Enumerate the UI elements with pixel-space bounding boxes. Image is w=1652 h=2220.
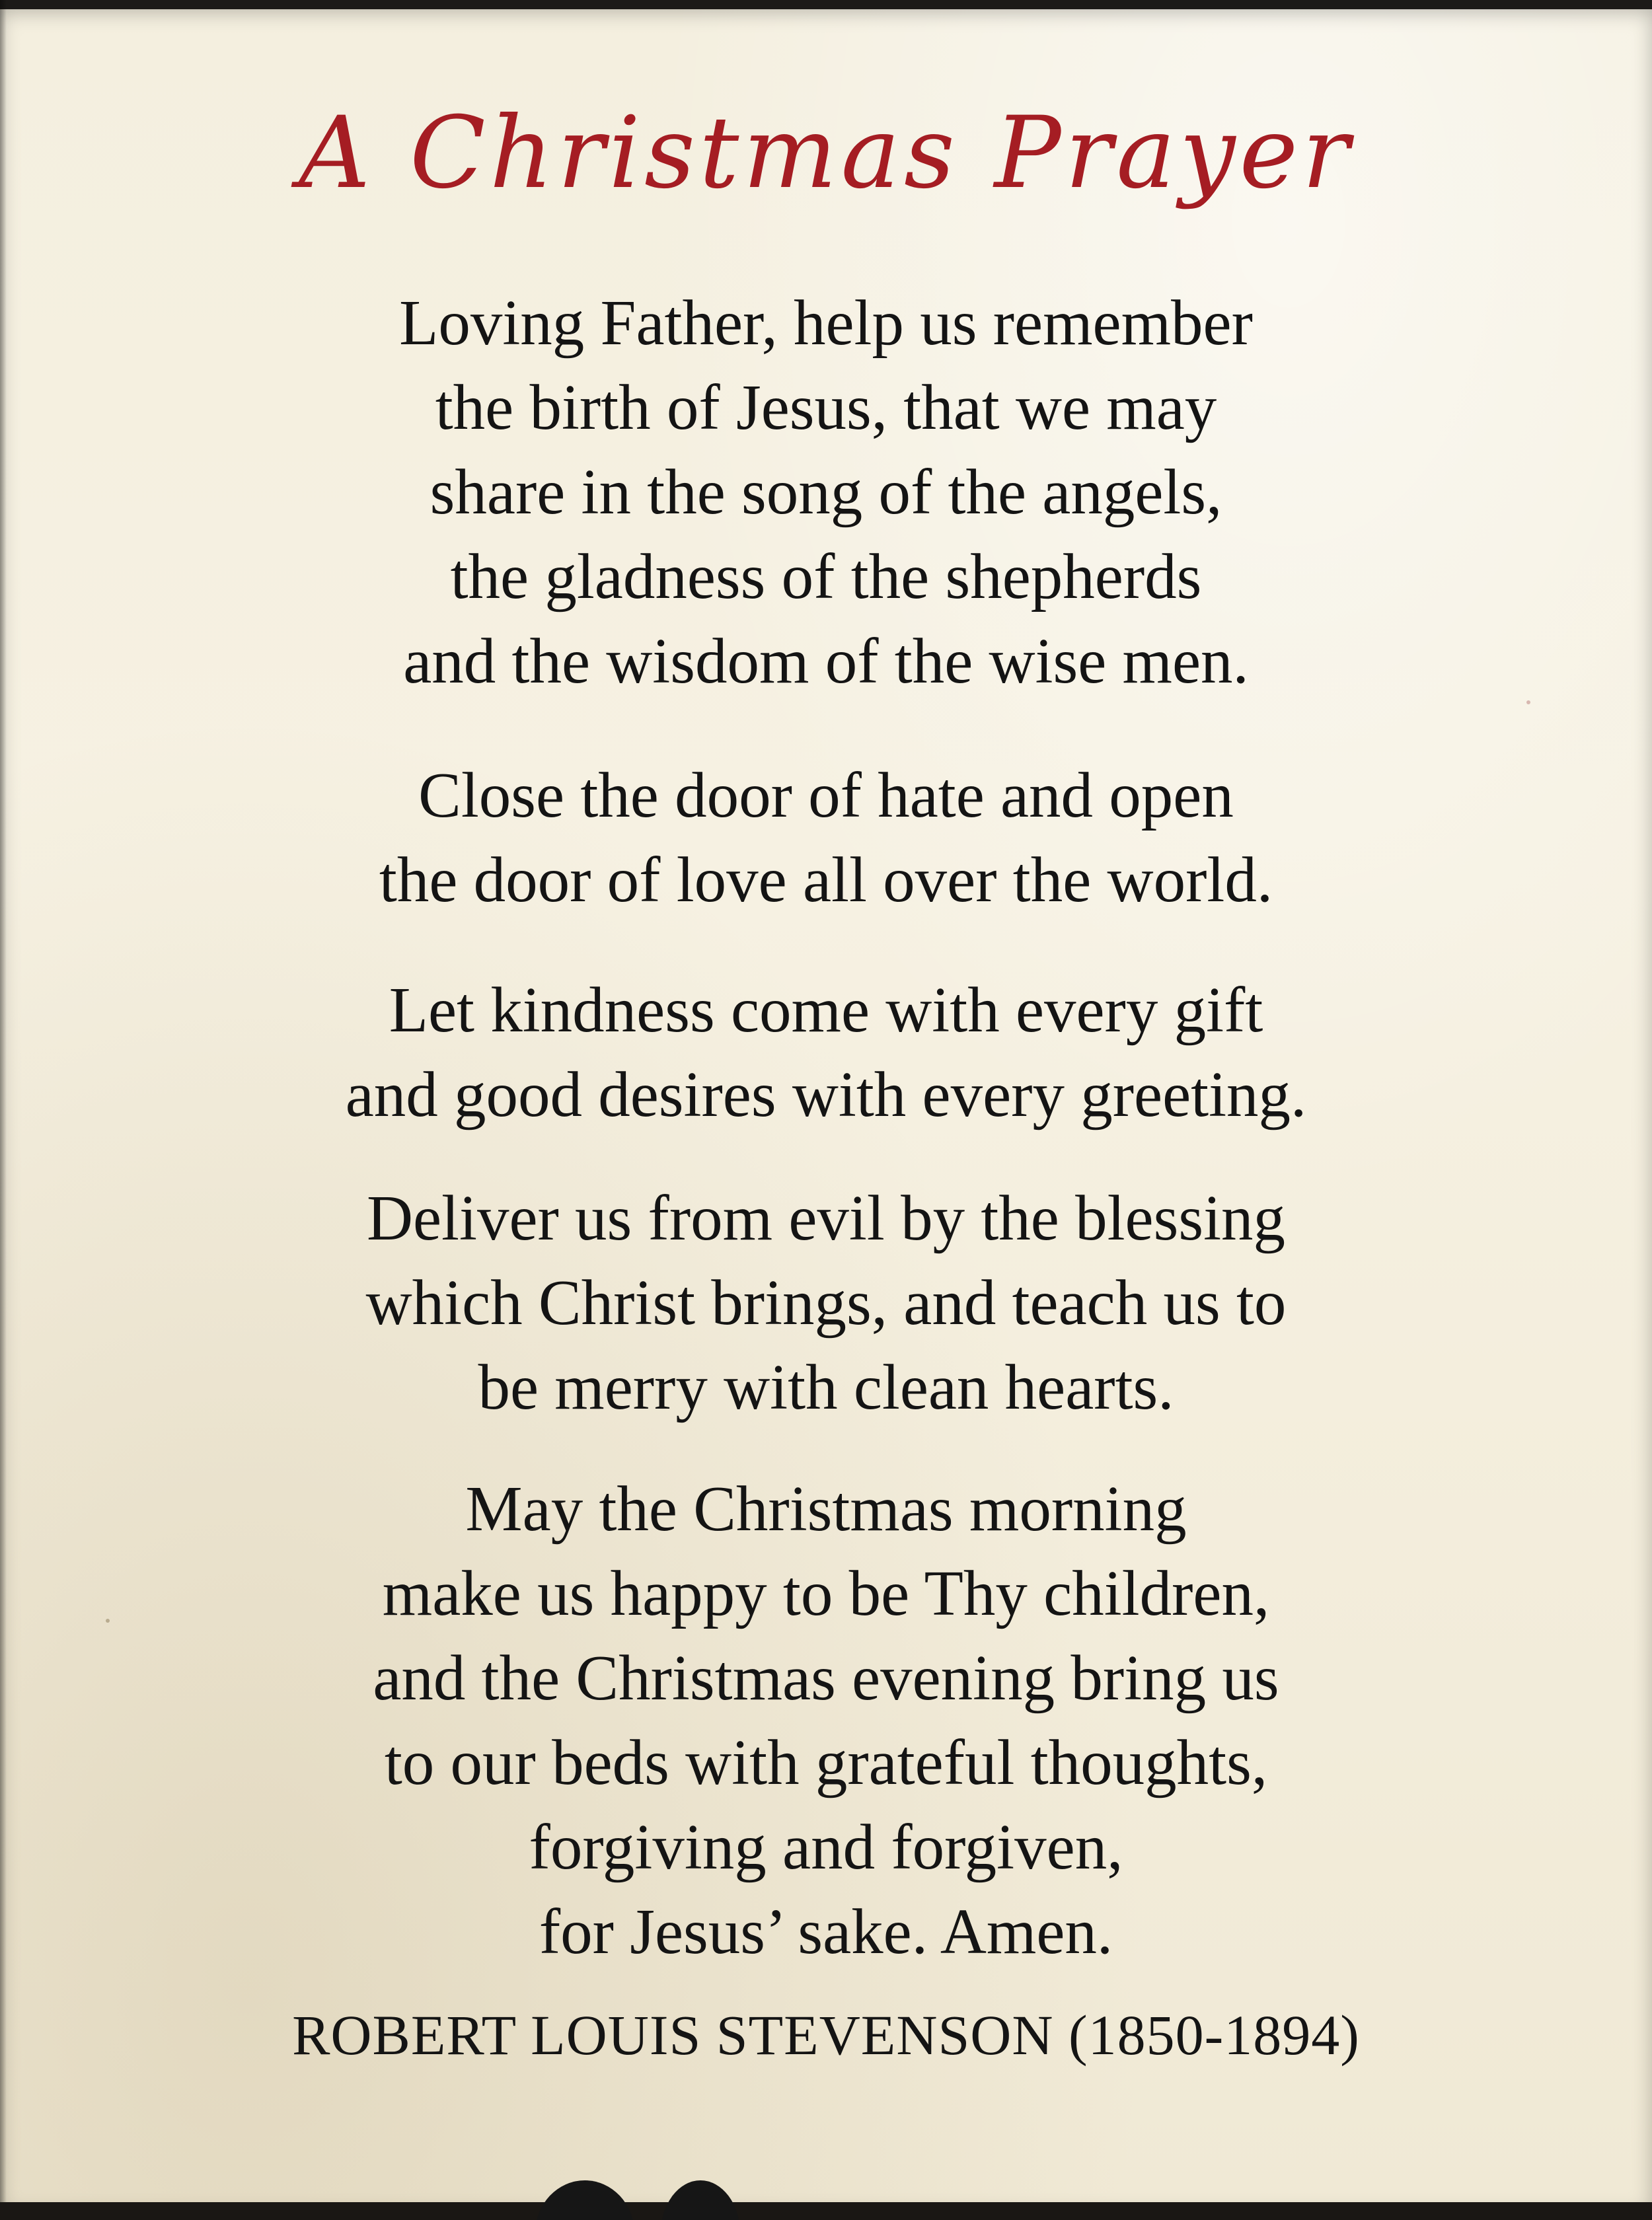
stanza-line: make us happy to be Thy children,	[382, 1558, 1270, 1629]
author-attribution: ROBERT LOUIS STEVENSON (1850-1894)	[292, 2003, 1360, 2067]
stanza-2	[0, 753, 1652, 922]
stanza-line: Deliver us from evil by the blessing	[366, 1183, 1286, 1253]
stanza-line: share in the song of the angels,	[430, 457, 1222, 527]
stanza-4	[0, 1176, 1652, 1430]
stanza-line: and good desires with every greeting.	[345, 1059, 1307, 1130]
stanza-line: to our beds with grateful thoughts,	[384, 1727, 1268, 1798]
stanza-line: Close the door of hate and open	[418, 760, 1234, 831]
stanza-line: for Jesus’ sake. Amen.	[539, 1896, 1113, 1967]
stanza-1	[0, 281, 1652, 704]
stanza-line: Let kindness come with every gift	[389, 975, 1263, 1045]
cropped-heading-fragment	[529, 2161, 780, 2220]
stanza-line: forgiving and forgiven,	[529, 1812, 1123, 1882]
stanza-line: the gladness of the shepherds	[450, 541, 1202, 612]
stanza-line: Loving Father, help us remember	[399, 287, 1253, 358]
stanza-5	[0, 1467, 1652, 1974]
stanza-line: and the wisdom of the wise men.	[403, 626, 1249, 696]
stanza-line: the door of love all over the world.	[379, 844, 1273, 915]
paper-speck	[1526, 700, 1530, 704]
stanza-line: the birth of Jesus, that we may	[435, 372, 1217, 443]
stanza-line: be merry with clean hearts.	[478, 1352, 1174, 1423]
stanza-line: which Christ brings, and teach us to	[365, 1267, 1287, 1338]
paper-speck	[106, 1619, 110, 1623]
top-edge-shadow	[0, 0, 1652, 9]
stanza-3	[0, 968, 1652, 1137]
prayer-title: A Christmas Prayer	[299, 96, 1353, 211]
stanza-line: May the Christmas morning	[465, 1473, 1187, 1544]
stanza-line: and the Christmas evening bring us	[373, 1643, 1279, 1713]
